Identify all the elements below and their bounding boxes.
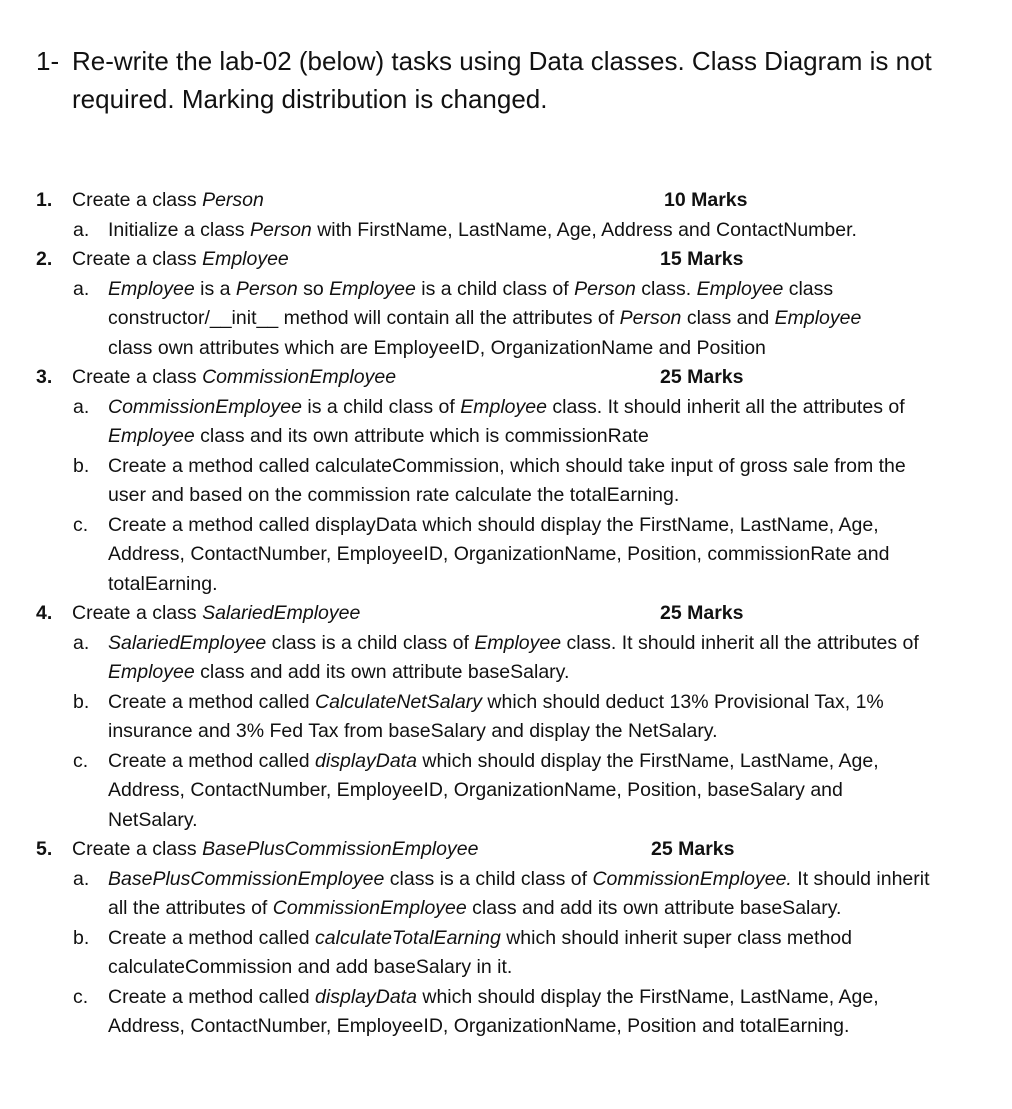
question-line-1: Re-write the lab-02 (below) tasks using Data classes. Class Diagram is not — [72, 46, 932, 76]
task-number: 4. — [36, 602, 53, 624]
task-title: Create a class Employee — [72, 248, 289, 270]
subitem-text: BasePlusCommissionEmployee class is a child class of CommissionEmployee. It should inherit all the attributes of CommissionEmployee class and add its own attribute baseSalary. — [108, 867, 930, 919]
subitem-text: Create a method called displayData which should display the FirstName, LastName, Age, Address, ContactNumber, EmployeeID, OrganizationName, Position, commissionRate and totalEarning. — [108, 513, 890, 595]
subitem-text: Initialize a class Person with FirstName, LastName, Age, Address and ContactNumber. — [108, 218, 857, 241]
task-subitem — [36, 983, 976, 1042]
subitem-letter: a. — [73, 277, 90, 300]
task-class-name: Person — [202, 189, 264, 211]
task-subitem — [36, 629, 976, 688]
task-title: Create a class SalariedEmployee — [72, 602, 361, 624]
task-subitem — [36, 924, 976, 983]
task-subitem — [36, 452, 976, 511]
task-subitem — [36, 216, 976, 246]
task-subitem — [36, 865, 976, 924]
task-marks: 25 Marks — [660, 602, 744, 624]
task-heading — [36, 363, 976, 393]
task-heading — [36, 599, 976, 629]
task-list — [36, 186, 976, 1042]
subitem-text: Create a method called CalculateNetSalary which should deduct 13% Provisional Tax, 1% insurance and 3% Fed Tax from baseSalary and display the NetSalary. — [108, 690, 884, 742]
task-marks: 25 Marks — [660, 366, 744, 388]
subitem-letter: c. — [73, 985, 89, 1008]
subitem-letter: c. — [73, 749, 89, 772]
task-marks: 25 Marks — [651, 838, 735, 860]
task-class-name: Employee — [202, 248, 289, 270]
subitem-letter: b. — [73, 454, 90, 477]
task-subitem — [36, 275, 976, 364]
subitem-letter: a. — [73, 218, 90, 241]
subitem-text: Employee is a Person so Employee is a child class of Person class. Employee class constructor/__init__ method will contain all the attributes of Person class and Employee class own attributes which are EmployeeID, OrganizationName and Position — [108, 277, 862, 359]
task-marks: 10 Marks — [664, 189, 748, 211]
task-heading — [36, 245, 976, 275]
subitem-text: CommissionEmployee is a child class of Employee class. It should inherit all the attributes of Employee class and its own attribute which is commissionRate — [108, 395, 905, 447]
task-class-name: BasePlusCommissionEmployee — [202, 838, 479, 860]
task-number: 1. — [36, 189, 53, 211]
subitem-text: Create a method called calculateCommission, which should take input of gross sale from the user and based on the commission rate calculate the totalEarning. — [108, 454, 906, 506]
question-header — [36, 42, 976, 118]
task-title: Create a class BasePlusCommissionEmployee — [72, 838, 479, 860]
task-subitem — [36, 747, 976, 836]
task-title: Create a class Person — [72, 189, 264, 211]
subitem-letter: a. — [73, 631, 90, 654]
subitem-letter: a. — [73, 867, 90, 890]
task-marks: 15 Marks — [660, 248, 744, 270]
subitem-text: Create a method called displayData which should display the FirstName, LastName, Age, Address, ContactNumber, EmployeeID, OrganizationName, Position, baseSalary and NetSalary. — [108, 749, 879, 831]
question-line-2: required. Marking distribution is changed. — [72, 84, 548, 114]
task-subitem — [36, 688, 976, 747]
task-number: 2. — [36, 248, 53, 270]
task-class-name: SalariedEmployee — [202, 602, 361, 624]
task-title: Create a class CommissionEmployee — [72, 366, 397, 388]
subitem-text: Create a method called displayData which should display the FirstName, LastName, Age, Address, ContactNumber, EmployeeID, OrganizationName, Position and totalEarning. — [108, 985, 879, 1037]
subitem-letter: c. — [73, 513, 89, 536]
task-subitem — [36, 511, 976, 600]
question-number: 1- — [36, 46, 60, 76]
subitem-letter: b. — [73, 690, 90, 713]
subitem-letter: b. — [73, 926, 90, 949]
task-heading — [36, 186, 976, 216]
task-class-name: CommissionEmployee — [202, 366, 397, 388]
task-number: 5. — [36, 838, 53, 860]
task-heading — [36, 835, 976, 865]
subitem-text: SalariedEmployee class is a child class of Employee class. It should inherit all the attributes of Employee class and add its own attribute baseSalary. — [108, 631, 919, 683]
task-subitem — [36, 393, 976, 452]
subitem-text: Create a method called calculateTotalEarning which should inherit super class method calculateCommission and add baseSalary in it. — [108, 926, 852, 978]
task-number: 3. — [36, 366, 53, 388]
subitem-letter: a. — [73, 395, 90, 418]
